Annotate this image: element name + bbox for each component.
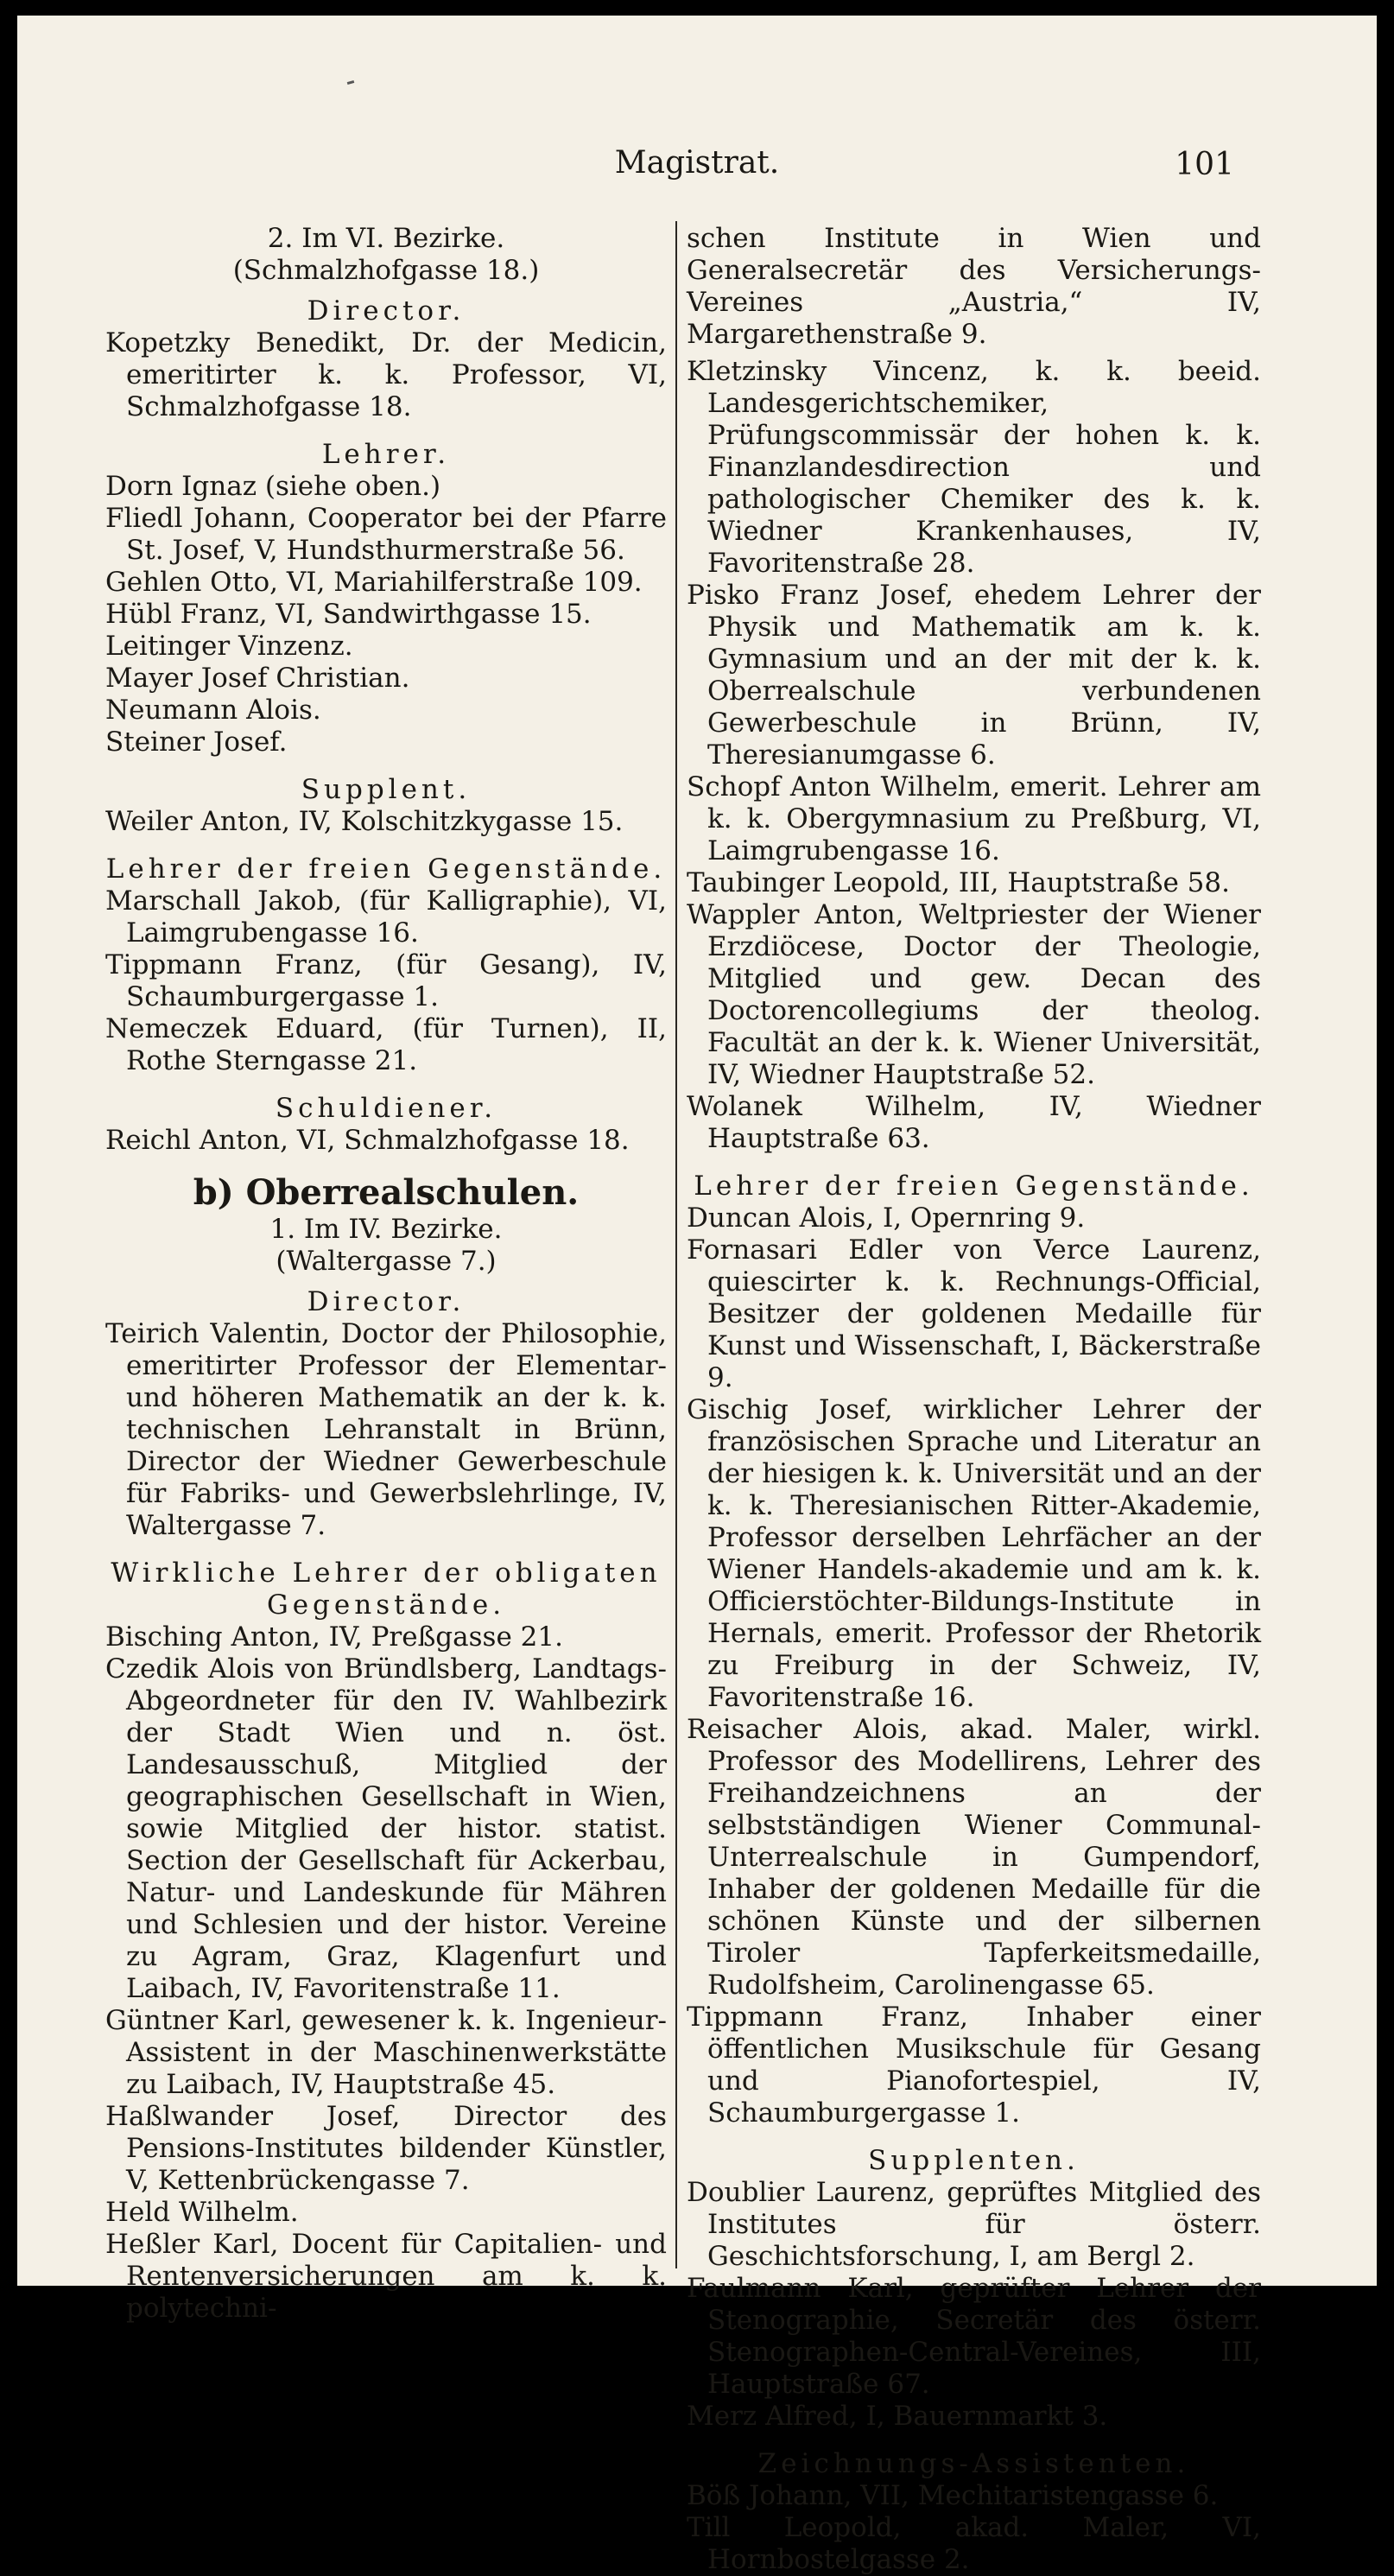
teacher-entry: Wappler Anton, Weltpriester der Wiener Erzdiöcese, Doctor der Theologie, Mitglied und gew. Decan des Doctorencollegiums der theolog. Facultät an der k. k. Wiener Universität, IV, Wiedner Hauptstraße 52. xyxy=(687,899,1261,1090)
director-heading: Director. xyxy=(307,295,466,327)
supplent-entry: Doublier Laurenz, geprüftes Mitglied des Institutes für österr. Geschichtsforschung, I, am Bergl 2. xyxy=(687,2177,1261,2272)
teacher-entry: Güntner Karl, gewesener k. k. Ingenieur-Assistent in der Maschinenwerkstätte zu Laibach, IV, Hauptstraße 45. xyxy=(105,2005,667,2100)
free-teacher-entry: Tippmann Franz, (für Gesang), IV, Schaumburgergasse 1. xyxy=(105,949,667,1012)
teacher-entry: Czedik Alois von Bründlsberg, Landtags-Abgeordneter für den IV. Wahlbezirk der Stadt Wien und n. öst. Landesausschuß, Mitglied der geographischen Gesellschaft in Wien, sowie Mitglied der histor. statist. Section der Gesellschaft für Ackerbau, Natur- und Landeskunde für Mähren und Schlesien und der histor. Vereine zu Agram, Graz, Klagenfurt und Laibach, IV, Favoritenstraße 11. xyxy=(105,1653,667,2004)
teacher-entry: Kletzinsky Vincenz, k. k. beeid. Landesgerichtschemiker, Prüfungscommissär der hohen k. k. Finanzlandesdirection und pathologischer Chemiker des k. k. Wiedner Krankenhauses, IV, Favoritenstraße 28. xyxy=(687,356,1261,579)
free-teacher-entry: Tippmann Franz, Inhaber einer öffentlichen Musikschule für Gesang und Pianofortespiel, IV, Schaumburgergasse 1. xyxy=(687,2002,1261,2129)
running-title: Magistrat. xyxy=(614,145,780,181)
free-teacher-entry: Gischig Josef, wirklicher Lehrer der französischen Sprache und Literatur an der hiesigen k. k. Universität und an der k. k. Theresianischen Ritter-Akademie, Professor derselben Lehrfächer an der Wiener Handels-akademie und am k. k. Officierstöchter-Bildungs-Institute in Hernals, emerit. Professor der Rhetorik zu Freiburg in der Schweiz, IV, Favoritenstraße 16. xyxy=(687,1394,1261,1713)
free-subjects-heading: Lehrer der freien Gegenstände. xyxy=(694,1171,1254,1202)
servant-entry: Reichl Anton, VI, Schmalzhofgasse 18. xyxy=(105,1125,630,1156)
drawing-assistants-heading: Zeichnungs-Assistenten. xyxy=(757,2448,1190,2479)
teacher-entry: Steiner Josef. xyxy=(105,726,288,758)
free-teacher-entry: Fornasari Edler von Verce Laurenz, quiescirter k. k. Rechnungs-Official, Besitzer der goldenen Medaille für Kunst und Wissenschaft, I, Bäckerstraße 9. xyxy=(687,1234,1261,1393)
right-column xyxy=(687,223,1261,2576)
supplent-entry: Faulmann Karl, geprüfter Lehrer der Stenographie, Secretär des österr. Stenographen-Central-Vereines, III, Hauptstraße 67. xyxy=(687,2273,1261,2400)
free-teacher-entry: Nemeczek Eduard, (für Turnen), II, Rothe Sterngasse 21. xyxy=(105,1013,667,1076)
servant-heading: Schuldiener. xyxy=(275,1093,497,1124)
teacher-entry: Held Wilhelm. xyxy=(105,2197,299,2228)
assistant-entry: Böß Johann, VII, Mechitaristengasse 6. xyxy=(687,2480,1219,2511)
free-teacher-entry: Reisacher Alois, akad. Maler, wirkl. Professor des Modellirens, Lehrer des Freihandzeichnens an der selbstständigen Wiener Communal-Unterrealschule in Gumpendorf, Inhaber der goldenen Medaille für die schönen Künste und der silbernen Tiroler Tapferkeitsmedaille, Rudolfsheim, Carolinengasse 65. xyxy=(687,1714,1261,2001)
teachers-heading: Lehrer. xyxy=(321,439,451,470)
director-entry: Teirich Valentin, Doctor der Philosophie, emeritirter Professor der Elementar- und höheren Mathematik an der k. k. technischen Lehranstalt in Brünn, Director der Wiedner Gewerbeschule für Fabriks- und Gewerbslehrlinge, IV, Waltergasse 7. xyxy=(105,1318,667,1541)
teacher-entry: Leitinger Vinzenz. xyxy=(105,631,353,662)
teacher-entry: Neumann Alois. xyxy=(105,695,321,726)
column-divider xyxy=(675,221,677,2268)
supplent-entry: Merz Alfred, I, Bauernmarkt 3. xyxy=(687,2401,1108,2432)
director-entry: Kopetzky Benedikt, Dr. der Medicin, emeritirter k. k. Professor, VI, Schmalzhofgasse 18. xyxy=(105,327,667,422)
section-heading: 2. Im VI. Bezirke. xyxy=(267,223,505,254)
page-number: 101 xyxy=(1175,147,1234,182)
assistant-entry: Till Leopold, akad. Maler, VI, Hornbostelgasse 2. xyxy=(687,2512,1261,2575)
free-teacher-entry: Duncan Alois, I, Opernring 9. xyxy=(687,1202,1086,1234)
teacher-entry: Wolanek Wilhelm, IV, Wiedner Hauptstraße 63. xyxy=(687,1091,1261,1154)
section-address: (Schmalzhofgasse 18.) xyxy=(232,255,540,286)
teacher-entry: Taubinger Leopold, III, Hauptstraße 58. xyxy=(687,867,1230,898)
section-address: (Waltergasse 7.) xyxy=(276,1246,497,1277)
book-page xyxy=(17,16,1377,2575)
free-subjects-heading: Lehrer der freien Gegenstände. xyxy=(105,853,667,885)
continued-entry: schen Institute in Wien und Generalsecretär des Versicherungs-Vereines „Austria,“ IV, Margarethenstraße 9. xyxy=(687,223,1261,350)
teacher-entry: Bisching Anton, IV, Preßgasse 21. xyxy=(105,1621,563,1653)
page-header xyxy=(17,145,1377,197)
obligatory-subjects-heading: Wirkliche Lehrer der obligaten Gegenstände. xyxy=(111,1558,662,1621)
teacher-entry: Pisko Franz Josef, ehedem Lehrer der Physik und Mathematik am k. k. Gymnasium und an der mit der k. k. Oberrealschule verbundenen Gewerbeschule in Brünn, IV, Theresianumgasse 6. xyxy=(687,580,1261,771)
teacher-entry: Fliedl Johann, Cooperator bei der Pfarre St. Josef, V, Hundsthurmerstraße 56. xyxy=(105,503,667,566)
left-column xyxy=(105,223,667,2325)
teacher-entry: Haßlwander Josef, Director des Pensions-Institutes bildender Künstler, V, Kettenbrückengasse 7. xyxy=(105,2101,667,2196)
supplent-entry: Weiler Anton, IV, Kolschitzkygasse 15. xyxy=(105,806,624,837)
supplenten-heading: Supplenten. xyxy=(868,2145,1080,2176)
teacher-entry: Mayer Josef Christian. xyxy=(105,663,410,694)
supplent-heading: Supplent. xyxy=(301,774,472,805)
director-heading: Director. xyxy=(307,1286,466,1317)
teacher-entry: Hübl Franz, VI, Sandwirthgasse 15. xyxy=(105,599,592,630)
teacher-entry: Dorn Ignaz (siehe oben.) xyxy=(105,471,441,502)
teacher-entry: Schopf Anton Wilhelm, emerit. Lehrer am k. k. Obergymnasium zu Preßburg, VI, Laimgrubengasse 16. xyxy=(687,771,1261,866)
teacher-entry: Gehlen Otto, VI, Mariahilferstraße 109. xyxy=(105,567,643,598)
ink-speck xyxy=(347,80,355,85)
teacher-entry: Heßler Karl, Docent für Capitalien- und Rentenversicherungen am k. k. polytechni- xyxy=(105,2229,667,2324)
section-heading: 1. Im IV. Bezirke. xyxy=(269,1214,503,1245)
free-teacher-entry: Marschall Jakob, (für Kalligraphie), VI, Laimgrubengasse 16. xyxy=(105,885,667,949)
oberrealschulen-heading: b) Oberrealschulen. xyxy=(193,1172,580,1213)
